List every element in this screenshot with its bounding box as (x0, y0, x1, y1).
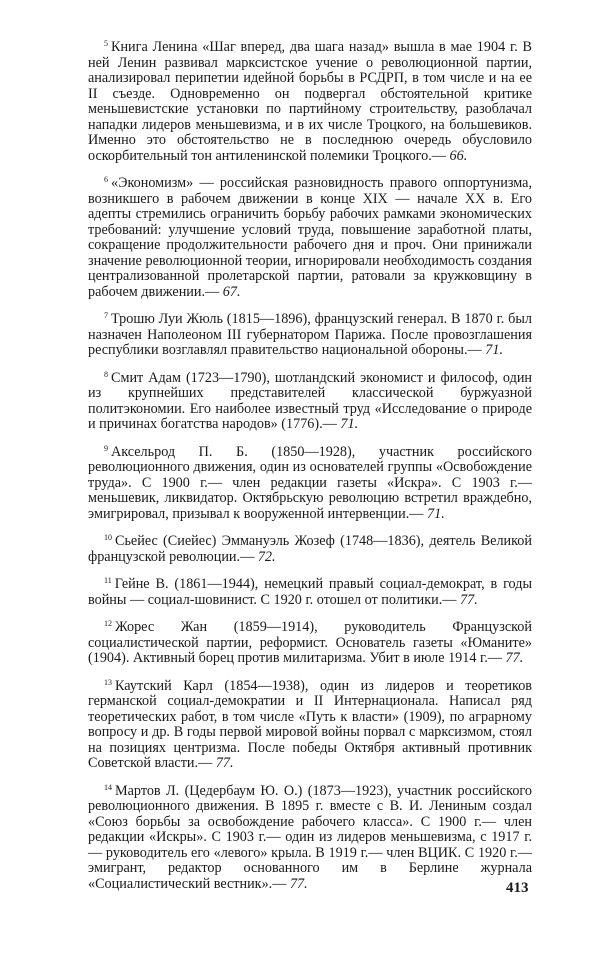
footnote-text: Трошю Луи Жюль (1815—1896), французский генерал. В 1870 г. был назначен Наполеоном III губернатором Парижа. После провозглашения республики возглавлял правительство национальной обороны.— (88, 311, 532, 358)
footnote-text: Аксельрод П. Б. (1850—1928), участник российского революционного движения, один из основателей группы «Освобождение труда». С 1900 г.— член редакции газеты «Искра». С 1903 г.— меньшевик, ликвидатор. Октябрьскую революцию встретил враждебно, эмигрировал, призывал к вооруженной интервенции.— (88, 443, 532, 522)
footnote-number: 6 (104, 175, 108, 184)
footnote-text: Каутский Карл (1854—1938), один из лидеров и теоретиков германской социал-демократии и II Интернационала. Написал ряд теоретических работ, в том числе «Путь к власти» (1909), по аграрному вопросу и др. В годы первой мировой войны порвал с марксизмом, стоял на позициях центризма. После победы Октября активный противник Советской власти.— (88, 677, 532, 771)
footnote-text: Гейне В. (1861—1944), немецкий правый социал-демократ, в годы войны — социал-шовинист. С 1920 г. отошел от политики.— (88, 576, 532, 608)
footnote-page-ref: 77. (505, 650, 524, 666)
footnote-number: 14 (104, 782, 112, 792)
footnote-number: 11 (104, 576, 112, 585)
footnote (88, 308, 532, 359)
footnote-number: 9 (104, 443, 108, 453)
footnote (88, 172, 532, 300)
footnote-number: 7 (104, 311, 108, 320)
footnote-page-ref: 77. (215, 755, 234, 771)
footnote (88, 616, 532, 667)
footnotes-list (88, 36, 532, 900)
footnote (88, 530, 532, 565)
footnote-text: «Экономизм» — российская разновидность правого оппортунизма, возникшего в рабочем движении в конце XIX — начале XX в. Его адепты стремились ограничить борьбу рабочих рамками экономических требований: улучшение условий труда, повышение заработной платы, сокращение продолжительности рабочего дня и проч. Они принижали значение революционной теории, игнорировали необходимость создания централизованной пролетарской партии, ратовали за кружковщину в рабочем движении.— (88, 175, 532, 300)
footnote-text: Сьейес (Сиейес) Эммануэль Жозеф (1748—1836), деятель Великой французской революции.— (88, 533, 532, 565)
footnote-page-ref: 77. (460, 591, 478, 608)
footnote-page-ref: 71. (485, 342, 503, 358)
footnote-text: Книга Ленина «Шаг вперед, два шага назад» вышла в мае 1904 г. В ней Ленин развивал марксистское учение о революционной партии, анализировал перипетии идейной борьбы в РСДРП, в том числе и на ее II съезде. Одновременно он подвергал обстоятельной критике меньшевистские установки по партийному строительству, разоблачал нападки лидеров меньшевизма, и в их числе Троцкого, на большевиков. Именно это обстоятельство не в последнюю очередь обусловило оскорбительный тон антиленинской полемики Троцкого.— (88, 39, 532, 164)
footnote-text: Мартов Л. (Цедербаум Ю. О.) (1873—1923), участник российского революционного движения. В 1895 г. вместе с В. И. Лениным создал «Союз борьбы за освобождение рабочего класса». С 1900 г.— член редакции «Искры». С 1903 г.— один из лидеров меньшевизма, с 1917 г.— руководитель его «левого» крыла. В 1919 г.— член ВЦИК. С 1920 г.—эмигрант, редактор основанного им в Берлине журнала «Социалистический вестник».— (88, 782, 532, 892)
footnote-text: Жорес Жан (1859—1914), руководитель Французской социалистической партии, реформист. Основатель газеты «Юманите» (1904). Активный борец против милитаризма. Убит в июле 1914 г.— (88, 619, 532, 666)
footnote (88, 36, 532, 164)
footnote-number: 8 (104, 369, 108, 379)
footnote (88, 441, 532, 523)
footnote-text: Смит Адам (1723—1790), шотландский экономист и философ, один из крупнейших представителей классической буржуазной политэкономии. Его наиболее известный труд «Исследование о природе и причинах богатства народов» (1776).— (88, 369, 532, 432)
footnote-page-ref: 66. (449, 147, 468, 164)
footnote (88, 780, 532, 893)
footnote-number: 10 (104, 533, 112, 542)
page-number: 413 (506, 880, 529, 896)
footnote-page-ref: 67. (222, 283, 241, 300)
footnote (88, 367, 532, 433)
footnote-number: 5 (104, 39, 108, 48)
footnote-number: 13 (104, 677, 112, 687)
footnote-page-ref: 72. (257, 548, 276, 565)
footnote-number: 12 (104, 619, 112, 628)
footnote-page-ref: 71. (427, 505, 445, 522)
footnote (88, 675, 532, 772)
footnote-page-ref: 77. (289, 875, 308, 892)
footnote-page-ref: 71. (340, 416, 359, 432)
footnote (88, 573, 532, 608)
